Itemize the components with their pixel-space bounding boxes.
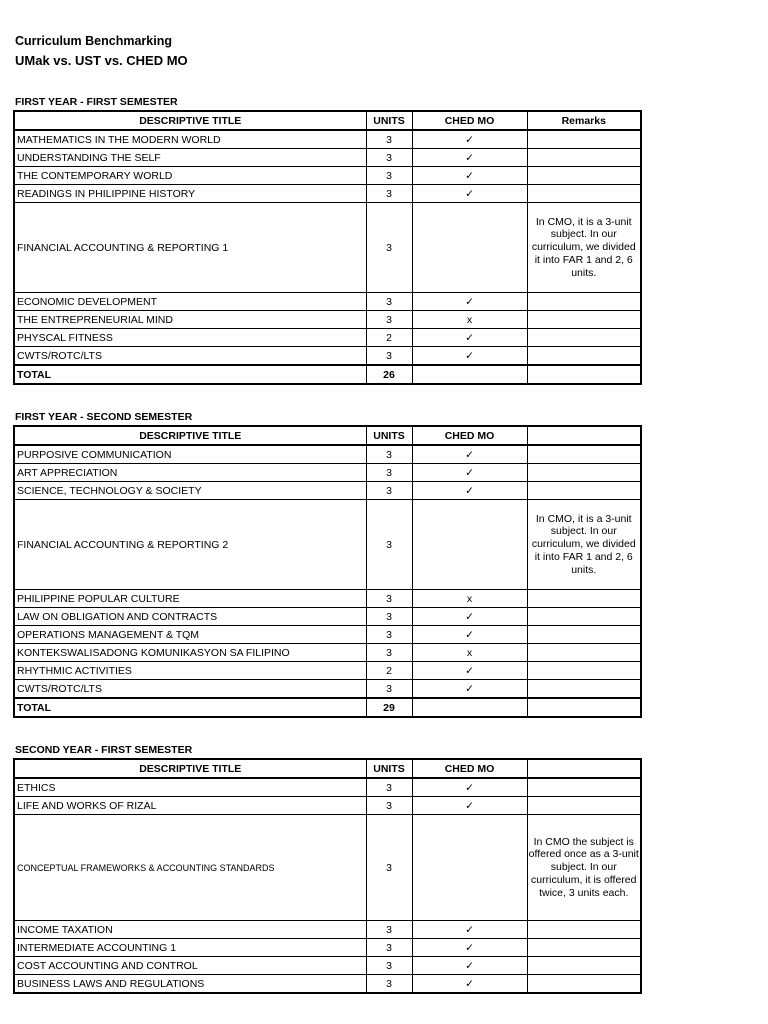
header-ched-mo: CHED MO: [412, 426, 527, 445]
course-title: PHILIPPINE POPULAR CULTURE: [14, 590, 366, 608]
document-subtitle: UMak vs. UST vs. CHED MO: [15, 53, 188, 68]
course-title: CONCEPTUAL FRAMEWORKS & ACCOUNTING STANDARDS: [14, 815, 366, 921]
total-label: TOTAL: [14, 698, 366, 717]
section-first-year-first-semester: [13, 95, 640, 385]
header-remarks: [527, 759, 641, 778]
ched-mo-mark: ✓: [412, 167, 527, 185]
document-title: Curriculum Benchmarking: [15, 34, 172, 48]
table-row: [14, 778, 641, 797]
course-title: CWTS/ROTC/LTS: [14, 680, 366, 699]
course-units: 3: [366, 797, 412, 815]
ched-mo-mark: ✓: [412, 347, 527, 366]
ched-mo-mark: ✓: [412, 608, 527, 626]
course-title: INTERMEDIATE ACCOUNTING 1: [14, 939, 366, 957]
curriculum-table: [13, 425, 642, 718]
header-descriptive-title: DESCRIPTIVE TITLE: [14, 759, 366, 778]
course-remarks: [527, 626, 641, 644]
course-units: 3: [366, 130, 412, 149]
ched-mo-mark: ✓: [412, 957, 527, 975]
course-remarks: [527, 957, 641, 975]
curriculum-table: [13, 110, 642, 385]
header-ched-mo: CHED MO: [412, 111, 527, 130]
table-header-row: [14, 111, 641, 130]
course-units: 3: [366, 500, 412, 590]
table-row: [14, 608, 641, 626]
course-units: 3: [366, 293, 412, 311]
course-units: 3: [366, 644, 412, 662]
ched-mo-mark: ✓: [412, 662, 527, 680]
course-title: FINANCIAL ACCOUNTING & REPORTING 1: [14, 203, 366, 293]
table-row: [14, 644, 641, 662]
ched-mo-mark: ✓: [412, 464, 527, 482]
course-remarks: [527, 644, 641, 662]
course-units: 3: [366, 347, 412, 366]
course-units: 3: [366, 975, 412, 994]
header-remarks: [527, 426, 641, 445]
course-units: 3: [366, 921, 412, 939]
course-title: INCOME TAXATION: [14, 921, 366, 939]
table-row: [14, 797, 641, 815]
table-row: [14, 185, 641, 203]
ched-mo-mark: x: [412, 644, 527, 662]
ched-mo-mark: [412, 815, 527, 921]
table-row: [14, 130, 641, 149]
course-title: MATHEMATICS IN THE MODERN WORLD: [14, 130, 366, 149]
course-units: 3: [366, 482, 412, 500]
section-second-year-first-semester: [13, 743, 640, 994]
total-units: 26: [366, 365, 412, 384]
total-label: TOTAL: [14, 365, 366, 384]
course-title: ECONOMIC DEVELOPMENT: [14, 293, 366, 311]
table-row: [14, 329, 641, 347]
ched-mo-mark: ✓: [412, 293, 527, 311]
course-units: 3: [366, 626, 412, 644]
course-units: 3: [366, 957, 412, 975]
table-row: [14, 939, 641, 957]
course-remarks: [527, 662, 641, 680]
course-remarks: [527, 608, 641, 626]
table-row: [14, 975, 641, 994]
table-row: [14, 921, 641, 939]
course-remarks: [527, 975, 641, 994]
ched-mo-mark: x: [412, 590, 527, 608]
course-units: 3: [366, 445, 412, 464]
course-title: THE CONTEMPORARY WORLD: [14, 167, 366, 185]
course-units: 3: [366, 185, 412, 203]
ched-mo-mark: x: [412, 311, 527, 329]
ched-mo-mark: ✓: [412, 185, 527, 203]
course-title: KONTEKSWALISADONG KOMUNIKASYON SA FILIPINO: [14, 644, 366, 662]
ched-mo-mark: ✓: [412, 778, 527, 797]
course-units: 3: [366, 608, 412, 626]
course-title: RHYTHMIC ACTIVITIES: [14, 662, 366, 680]
table-row: [14, 293, 641, 311]
ched-mo-mark: ✓: [412, 445, 527, 464]
ched-mo-mark: ✓: [412, 482, 527, 500]
table-row: [14, 445, 641, 464]
total-remarks-empty: [527, 698, 641, 717]
course-title: READINGS IN PHILIPPINE HISTORY: [14, 185, 366, 203]
course-remarks: [527, 329, 641, 347]
course-title: COST ACCOUNTING AND CONTROL: [14, 957, 366, 975]
ched-mo-mark: ✓: [412, 626, 527, 644]
course-remarks: [527, 778, 641, 797]
course-title: FINANCIAL ACCOUNTING & REPORTING 2: [14, 500, 366, 590]
course-remarks: In CMO the subject is offered once as a 3-unit subject. In our curriculum, it is offered twice, 3 units each.: [527, 815, 641, 921]
ched-mo-mark: ✓: [412, 939, 527, 957]
ched-mo-mark: ✓: [412, 921, 527, 939]
course-remarks: [527, 347, 641, 366]
course-units: 3: [366, 680, 412, 699]
ched-mo-mark: ✓: [412, 797, 527, 815]
course-units: 2: [366, 329, 412, 347]
course-remarks: [527, 939, 641, 957]
section-title: FIRST YEAR - SECOND SEMESTER: [15, 411, 193, 423]
table-row: [14, 149, 641, 167]
course-remarks: [527, 482, 641, 500]
ched-mo-mark: ✓: [412, 130, 527, 149]
table-row: [14, 347, 641, 366]
course-remarks: [527, 311, 641, 329]
course-remarks: [527, 464, 641, 482]
course-units: 3: [366, 939, 412, 957]
total-row: [14, 365, 641, 384]
curriculum-table: [13, 758, 642, 994]
table-row: [14, 957, 641, 975]
course-remarks: [527, 445, 641, 464]
ched-mo-mark: [412, 500, 527, 590]
table-row: [14, 662, 641, 680]
course-title: PHYSCAL FITNESS: [14, 329, 366, 347]
course-title: ETHICS: [14, 778, 366, 797]
table-row: [14, 680, 641, 699]
course-remarks: [527, 149, 641, 167]
course-units: 3: [366, 203, 412, 293]
course-title: OPERATIONS MANAGEMENT & TQM: [14, 626, 366, 644]
table-row: [14, 167, 641, 185]
course-title: LIFE AND WORKS OF RIZAL: [14, 797, 366, 815]
course-units: 3: [366, 311, 412, 329]
table-header-row: [14, 426, 641, 445]
course-units: 3: [366, 815, 412, 921]
course-remarks: [527, 797, 641, 815]
course-title: LAW ON OBLIGATION AND CONTRACTS: [14, 608, 366, 626]
header-descriptive-title: DESCRIPTIVE TITLE: [14, 426, 366, 445]
table-row: [14, 482, 641, 500]
course-title: SCIENCE, TECHNOLOGY & SOCIETY: [14, 482, 366, 500]
course-units: 3: [366, 590, 412, 608]
course-remarks: In CMO, it is a 3-unit subject. In our curriculum, we divided it into FAR 1 and 2, 6 units.: [527, 500, 641, 590]
table-row: [14, 203, 641, 293]
table-row: [14, 464, 641, 482]
table-row: [14, 590, 641, 608]
course-units: 2: [366, 662, 412, 680]
course-remarks: [527, 590, 641, 608]
total-ched-empty: [412, 365, 527, 384]
course-title: THE ENTREPRENEURIAL MIND: [14, 311, 366, 329]
course-remarks: [527, 130, 641, 149]
course-remarks: [527, 167, 641, 185]
header-ched-mo: CHED MO: [412, 759, 527, 778]
course-remarks: [527, 680, 641, 699]
ched-mo-mark: ✓: [412, 149, 527, 167]
table-row: [14, 815, 641, 921]
course-remarks: In CMO, it is a 3-unit subject. In our curriculum, we divided it into FAR 1 and 2, 6 units.: [527, 203, 641, 293]
course-remarks: [527, 185, 641, 203]
section-first-year-second-semester: [13, 410, 640, 718]
course-remarks: [527, 921, 641, 939]
header-units: UNITS: [366, 111, 412, 130]
course-units: 3: [366, 167, 412, 185]
course-units: 3: [366, 778, 412, 797]
ched-mo-mark: [412, 203, 527, 293]
total-units: 29: [366, 698, 412, 717]
section-title: SECOND YEAR - FIRST SEMESTER: [15, 744, 193, 756]
total-ched-empty: [412, 698, 527, 717]
table-header-row: [14, 759, 641, 778]
table-row: [14, 311, 641, 329]
ched-mo-mark: ✓: [412, 680, 527, 699]
course-title: ART APPRECIATION: [14, 464, 366, 482]
total-row: [14, 698, 641, 717]
total-remarks-empty: [527, 365, 641, 384]
course-title: CWTS/ROTC/LTS: [14, 347, 366, 366]
table-row: [14, 500, 641, 590]
table-row: [14, 626, 641, 644]
ched-mo-mark: ✓: [412, 975, 527, 994]
ched-mo-mark: ✓: [412, 329, 527, 347]
header-remarks: Remarks: [527, 111, 641, 130]
course-title: PURPOSIVE COMMUNICATION: [14, 445, 366, 464]
course-remarks: [527, 293, 641, 311]
course-units: 3: [366, 464, 412, 482]
header-descriptive-title: DESCRIPTIVE TITLE: [14, 111, 366, 130]
course-title: BUSINESS LAWS AND REGULATIONS: [14, 975, 366, 994]
section-title: FIRST YEAR - FIRST SEMESTER: [15, 96, 178, 108]
header-units: UNITS: [366, 759, 412, 778]
course-units: 3: [366, 149, 412, 167]
header-units: UNITS: [366, 426, 412, 445]
course-title: UNDERSTANDING THE SELF: [14, 149, 366, 167]
